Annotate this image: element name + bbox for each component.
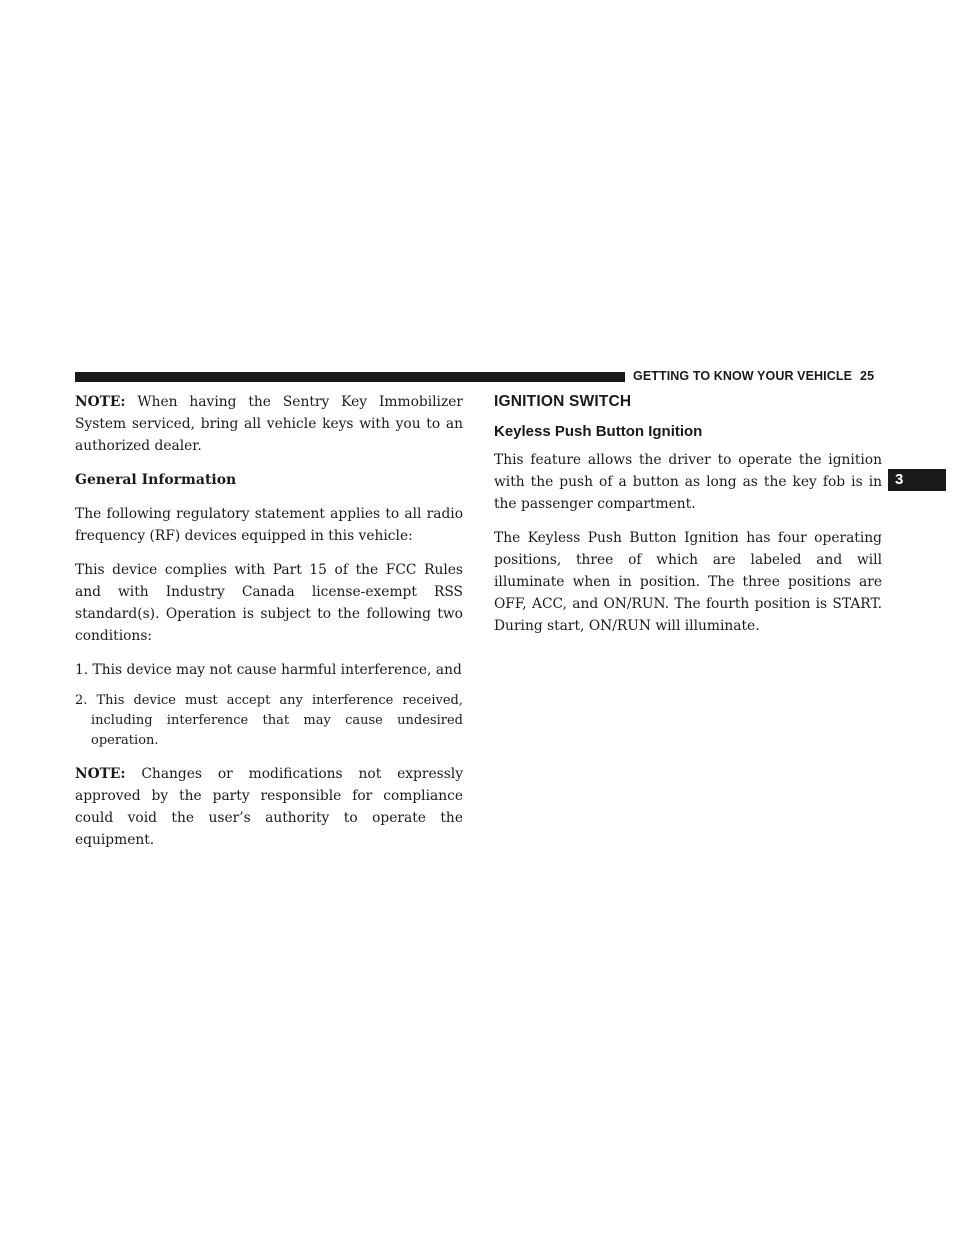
paragraph: The Keyless Push Button Ignition has four operating positions, three of which are labeled and will illuminate when in position. The three positions are OFF, ACC, and ON/RUN. The fourth position is START. During start, ON/RUN will illuminate. <box>494 530 882 634</box>
general-information-heading: General Information <box>75 472 237 488</box>
header-rule <box>75 372 625 382</box>
list-item: 1. This device may not cause harmful interference, and <box>75 662 462 678</box>
running-head <box>633 369 893 383</box>
subsection-heading: Keyless Push Button Ignition <box>494 423 703 440</box>
section-heading: IGNITION SWITCH <box>494 393 632 410</box>
note-text: Changes or modifications not expressly approved by the party responsible for compliance could void the user’s authority to operate the equipment. <box>75 766 463 848</box>
paragraph: This feature allows the driver to operate the ignition with the push of a button as long as the key fob is in the passenger compartment. <box>494 452 882 512</box>
note-paragraph <box>75 763 463 851</box>
running-head-title: GETTING TO KNOW YOUR VEHICLE <box>633 369 853 383</box>
paragraph: The following regulatory statement applies to all radio frequency (RF) devices equipped in this vehicle: <box>75 506 463 544</box>
paragraph: This device complies with Part 15 of the FCC Rules and with Industry Canada license-exempt RSS standard(s). Operation is subject to the following two conditions: <box>75 562 463 644</box>
conditions-list <box>75 659 463 751</box>
note-label: NOTE: <box>75 766 126 782</box>
right-column <box>494 391 882 649</box>
list-item: 2. This device must accept any interference received, including interference that may cause undesired operation. <box>75 693 463 748</box>
note-paragraph <box>75 391 463 457</box>
note-label: NOTE: <box>75 394 126 410</box>
left-column <box>75 391 463 863</box>
page-number: 25 <box>860 369 875 383</box>
chapter-tab: 3 <box>888 469 946 491</box>
note-text: When having the Sentry Key Immobilizer System serviced, bring all vehicle keys with you to an authorized dealer. <box>75 394 463 454</box>
